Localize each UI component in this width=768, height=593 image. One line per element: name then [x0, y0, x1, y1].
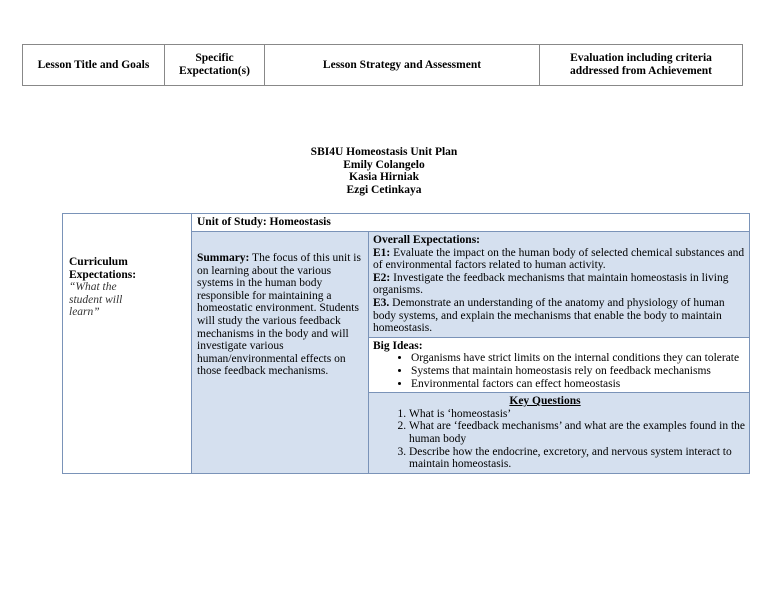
expectation-e2 [373, 272, 745, 297]
key-question-item: 1. What is ‘homeostasis’ [409, 408, 745, 421]
key-questions-label: Key Questions [509, 395, 581, 408]
key-questions [369, 393, 749, 473]
expectation-text: Evaluate the impact on the human body of selected chemical substances and of environmental factors related to human activity. [373, 246, 745, 272]
expectation-e3 [373, 297, 745, 335]
expectation-code: E3. [373, 296, 390, 309]
expectation-code: E2: [373, 271, 391, 284]
author: Kasia Hirniak [349, 171, 419, 183]
header-lesson-title: Lesson Title and Goals [23, 45, 165, 85]
key-question-item: 3. Describe how the endocrine, excretory, and nervous system interact to maintain homeostasis. [409, 446, 745, 471]
big-ideas-label: Big Ideas: [373, 339, 423, 352]
expectation-code: E1: [373, 246, 391, 259]
expectation-e1 [373, 247, 745, 272]
overall-expectations [369, 232, 749, 338]
summary-text: The focus of this unit is on learning about the various systems in the human body responsible for maintaining a homeostatic environment. Students will study the various feedback mechanisms in the body and will investigate various human/environmental effects on those feedback mechanisms. [197, 252, 361, 378]
document-title: SBI4U Homeostasis Unit Plan [310, 146, 458, 158]
curriculum-label: Curriculum Expectations: [69, 256, 137, 281]
unit-plan-body [63, 232, 749, 473]
curriculum-subtitle: “What the student will learn” [69, 281, 123, 319]
big-idea-item: • Organisms have strict limits on the internal conditions they can tolerate [411, 352, 745, 365]
author: Ezgi Cetinkaya [346, 183, 422, 196]
key-question-item: 2. What are ‘feedback mechanisms’ and what are the examples found in the human body [409, 420, 745, 445]
header-lesson-strategy: Lesson Strategy and Assessment [265, 45, 540, 85]
document-title-block [0, 146, 768, 196]
unit-of-study: Unit of Study: Homeostasis [191, 214, 749, 232]
big-idea-item: • Systems that maintain homeostasis rely on feedback mechanisms [411, 365, 745, 378]
curriculum-cell [63, 214, 191, 473]
lesson-header-table [22, 44, 743, 86]
summary-cell [191, 232, 369, 473]
summary-label: Summary: [197, 252, 250, 264]
header-specific-expectations: Specific Expectation(s) [165, 45, 265, 85]
overall-label: Overall Expectations: [373, 234, 480, 246]
right-column [369, 232, 749, 473]
expectation-text: Demonstrate an understanding of the anatomy and physiology of human body systems, and explain the mechanisms that enable the body to maintain homeostasis. [373, 296, 725, 335]
expectation-text: Investigate the feedback mechanisms that maintain homeostasis in living organisms. [373, 271, 729, 297]
big-idea-item: • Environmental factors can effect homeostasis [411, 378, 745, 391]
header-evaluation: Evaluation including criteria addressed from Achievement [569, 52, 713, 77]
big-ideas [369, 338, 749, 393]
author: Emily Colangelo [343, 158, 425, 171]
unit-plan-table [62, 213, 750, 474]
